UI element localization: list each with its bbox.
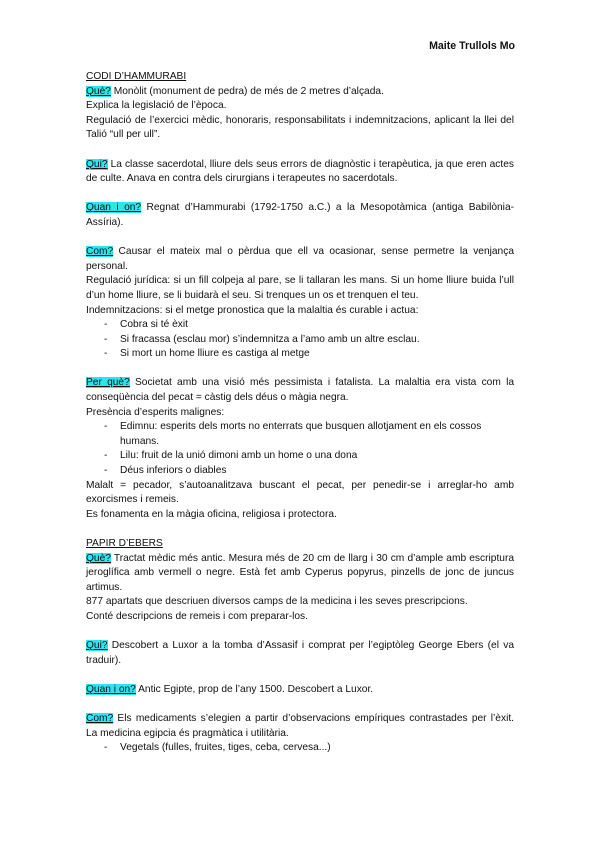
hammurabi-perque-list xyxy=(86,420,514,478)
question-label-com: Com? xyxy=(86,713,114,725)
list-item: - Lilu: fruit de la unió dimoni amb un home o una dona xyxy=(86,449,514,464)
hammurabi-que-text: Monòlit (monument de pedra) de més de 2 metres d’alçada. xyxy=(110,85,384,97)
hammurabi-perque-line: Presència d’esperits malignes: xyxy=(86,406,225,418)
question-label-quan: Quan i on? xyxy=(86,202,142,214)
hammurabi-que-line: Explica la legislació de l’època. xyxy=(86,100,227,112)
ebers-com-list xyxy=(86,741,514,756)
ebers-quan xyxy=(86,683,514,698)
author-name: Maite Trullols Mo xyxy=(429,40,515,52)
ebers-que-text: Tractat mèdic més antic. Mesura més de 20 cm de llarg i 30 cm d’ample amb escriptura jeroglífica amb vermell o negre. Està fet amb Cyperus popyrus, pinzells de jonc de juncus artimus. xyxy=(86,552,514,593)
hammurabi-com-line: Regulació jurídica: si un fill colpeja al pare, se li tallaran les mans. Si un home lliure buida l’ull d’un home lliure, se li buidarà el seu. Si trenques un os et trenquen el teu. xyxy=(86,275,514,301)
list-item: - Cobra si té èxit xyxy=(86,318,514,333)
list-item: - Si fracassa (esclau mor) s’indemnitza a l’amo amb un altre esclau. xyxy=(86,333,514,348)
ebers-qui xyxy=(86,639,514,668)
hammurabi-quan-text: Regnat d’Hammurabi (1792-1750 a.C.) a la Mesopotàmica (antiga Babilònia-Assíria). xyxy=(86,202,515,228)
ebers-com-text: Els medicaments s’elegien a partir d’observacions empíriques contrastades per l’èxit. La medicina egipcia és pragmàtica i utilitària. xyxy=(86,713,514,739)
hammurabi-qui xyxy=(86,158,514,187)
hammurabi-quan xyxy=(86,201,514,230)
question-label-perque: Per què? xyxy=(86,377,130,389)
hammurabi-perque xyxy=(86,376,514,405)
hammurabi-com-line: Indemnitzacions: si el metge pronostica que la malaltia és curable i actua: xyxy=(86,304,419,316)
ebers-que xyxy=(86,552,514,596)
hammurabi-que xyxy=(86,85,514,100)
hammurabi-perque-line: Es fonamenta en la màgia oficina, religiosa i protectora. xyxy=(86,508,337,520)
ebers-quan-text: Antic Egipte, prop de l’any 1500. Descobert a Luxor. xyxy=(135,683,374,695)
ebers-que-line: Conté descripcions de remeis i com preparar-los. xyxy=(86,610,308,622)
list-item: - Si mort un home lliure es castiga al metge xyxy=(86,347,514,362)
section-title-ebers: PAPIR D’EBERS xyxy=(86,538,163,549)
question-label-quan: Quan i on? xyxy=(86,683,136,695)
ebers-qui-text: Descobert a Luxor a la tomba d’Assasif i comprat per l’egiptòleg George Ebers (el va traduir). xyxy=(86,640,514,666)
ebers-com xyxy=(86,712,514,741)
hammurabi-qui-text: La classe sacerdotal, lliure dels seus errors de diagnòstic i terapèutica, ja que eren actes de culte. Anava en contra dels cirurgians i terapeutes no sacerdotals. xyxy=(86,158,514,185)
section-title-hammurabi: CODI D’HAMMURABI xyxy=(86,71,187,82)
hammurabi-perque-text: Societat amb una visió més pessimista i fatalista. La malaltia era vista com la conseqüència del pecat = càstig dels déus o màgia negra. xyxy=(86,377,514,404)
question-label-que: Què? xyxy=(86,552,111,564)
ebers-que-line: 877 apartats que descriuen diversos camps de la medicina i les seves prescripcions. xyxy=(86,596,468,608)
list-item: - Vegetals (fulles, fruites, tiges, ceba, cervesa...) xyxy=(86,741,514,756)
hammurabi-com xyxy=(86,245,514,274)
question-label-qui: Qui? xyxy=(86,640,108,652)
list-item: - Edimnu: esperits dels morts no enterrats que busquen allotjament en els cossos humans. xyxy=(86,420,514,449)
hammurabi-que-line: Regulació de l’exercici mèdic, honoraris, responsabilitats i indemnitzacions, aplicant la llei del Talió “ull per ull”. xyxy=(86,114,514,141)
question-label-que: Què? xyxy=(86,85,111,97)
question-label-com: Com? xyxy=(86,246,114,258)
hammurabi-com-text: Causar el mateix mal o pèrdua que ell va ocasionar, sense permetre la venjança personal. xyxy=(86,246,514,272)
hammurabi-perque-line: Malalt = pecador, s’autoanalitzava buscant el pecat, per penedir-se i arreglar-ho amb exorcismes i remeis. xyxy=(86,479,514,506)
document-body xyxy=(86,70,514,756)
list-item: - Déus inferiors o diables xyxy=(86,464,514,479)
hammurabi-com-list xyxy=(86,318,514,362)
question-label-qui: Qui? xyxy=(86,158,108,170)
